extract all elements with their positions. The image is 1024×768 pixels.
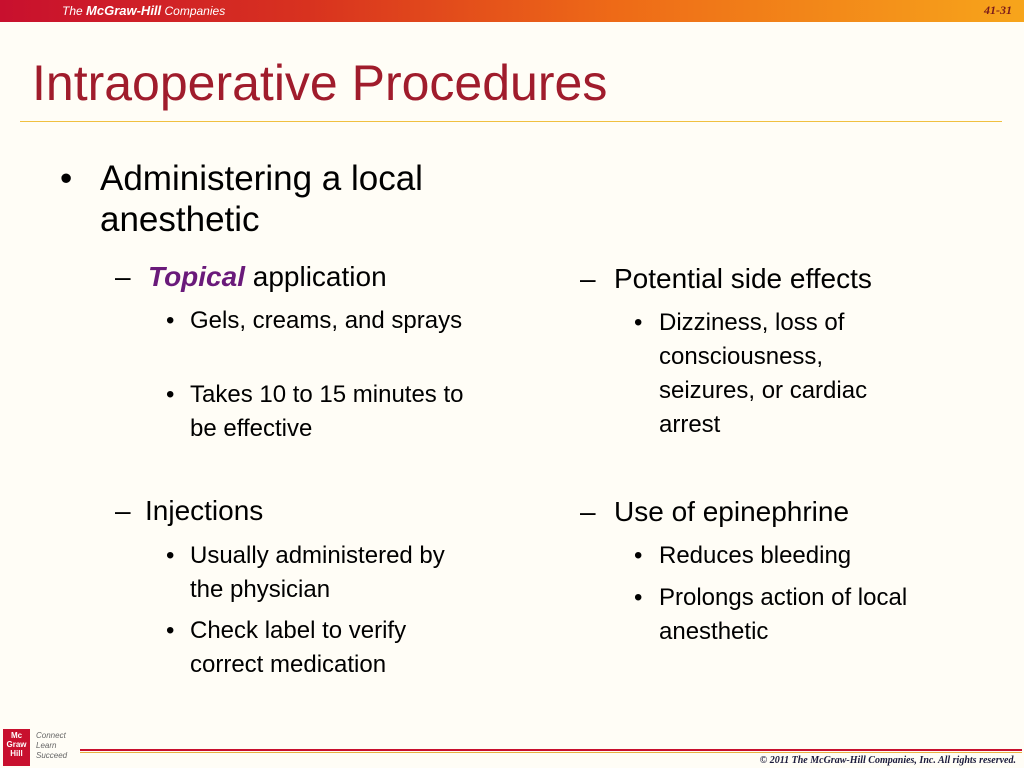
list-item: Dizziness, loss of consciousness, seizures, or cardiac arrest <box>659 309 868 438</box>
topical-heading <box>148 261 387 293</box>
list-item: Usually administered by the physician <box>190 542 445 603</box>
slide-number: 41-31 <box>984 3 1012 17</box>
injections-heading: Injections <box>145 495 264 526</box>
list-item: Prolongs action of local anesthetic <box>659 584 908 645</box>
bullet-dot-icon: • <box>634 542 643 569</box>
list-item: Takes 10 to 15 minutes to be effective <box>190 381 464 442</box>
title-divider <box>20 121 1002 122</box>
tagline-line: Connect <box>36 731 66 740</box>
topical-emphasis: Topical <box>148 261 245 292</box>
brand-suffix: Companies <box>164 4 226 18</box>
footer-divider-accent <box>80 752 1022 753</box>
tagline <box>36 731 67 761</box>
header-bar <box>0 0 1024 22</box>
mcgraw-hill-logo: Mc Graw Hill <box>3 729 30 766</box>
bullet-dot-icon: • <box>166 542 175 569</box>
dash-marker: – <box>115 495 131 526</box>
side-effects-heading: Potential side effects <box>614 263 872 294</box>
dash-marker: – <box>580 496 596 527</box>
list-item: Check label to verify correct medication <box>190 617 407 678</box>
tagline-line: Learn <box>36 741 57 750</box>
bullet-dot-icon: • <box>166 381 175 408</box>
brand-logo-text <box>62 3 225 18</box>
dash-marker: – <box>115 261 131 292</box>
bullet-dot-icon: • <box>60 159 73 198</box>
tagline-line: Succeed <box>36 751 68 760</box>
bullet-dot-icon: • <box>634 584 643 611</box>
footer-divider <box>80 749 1022 751</box>
topical-rest: application <box>244 261 387 292</box>
list-item: Reduces bleeding <box>659 542 852 569</box>
dash-marker: – <box>580 263 596 294</box>
bullet-dot-icon: • <box>634 309 643 336</box>
bullet-dot-icon: • <box>166 617 175 644</box>
list-item: Gels, creams, and sprays <box>190 307 463 334</box>
main-bullet: Administering a local anesthetic <box>100 159 423 239</box>
slide-title: Intraoperative Procedures <box>32 55 608 111</box>
copyright-notice: © 2011 The McGraw-Hill Companies, Inc. All rights reserved. <box>759 755 1016 766</box>
epinephrine-heading: Use of epinephrine <box>614 496 850 527</box>
brand-prefix: The <box>62 4 83 18</box>
brand-name: McGraw-Hill <box>86 3 162 18</box>
bullet-dot-icon: • <box>166 307 175 334</box>
